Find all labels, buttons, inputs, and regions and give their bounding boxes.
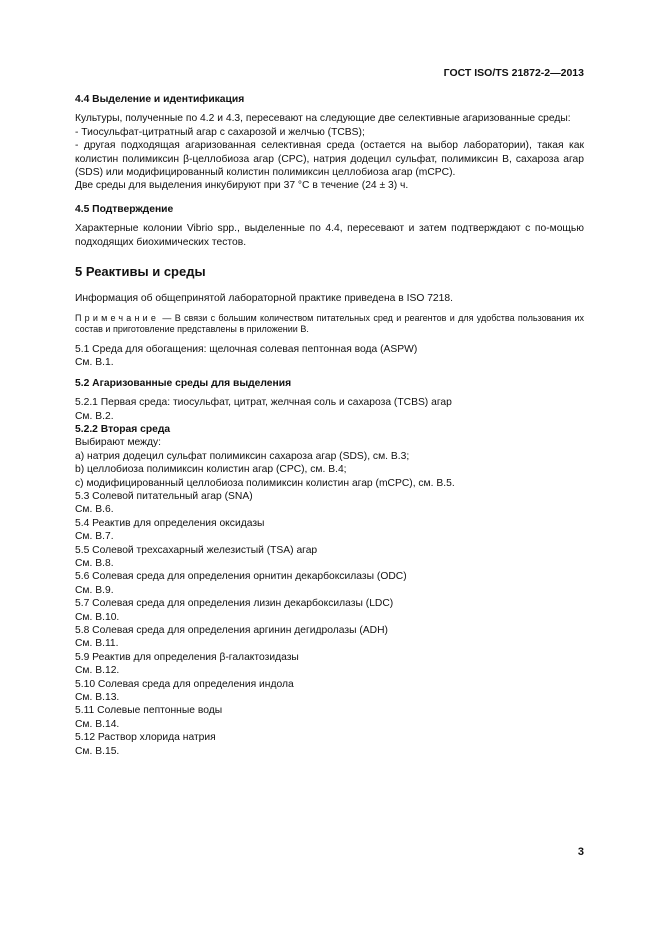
section-5-2-title: 5.2 Агаризованные среды для выделения bbox=[75, 377, 292, 389]
section-4-4-title: 4.4 Выделение и идентификация bbox=[75, 94, 245, 105]
list-item: См. В.8. bbox=[75, 557, 114, 569]
list-item: См. В.15. bbox=[75, 745, 120, 757]
list-item: См. В.6. bbox=[75, 504, 114, 516]
list-item: 5.8 Солевая среда для определения аргинин дегидролазы (ADH) bbox=[75, 625, 388, 636]
list-item: 5.9 Реактив для определения β-галактозидазы bbox=[75, 651, 299, 663]
list-item: 5.12 Раствор хлорида натрия bbox=[75, 732, 216, 744]
list-item: См. В.12. bbox=[75, 665, 120, 677]
section-5-title: 5 Реактивы и среды bbox=[75, 264, 206, 280]
section-4-5-para: Характерные колонии Vibrio spp., выделенные по 4.4, пересевают и затем подтверждают с по-мощью подходящих биохимических тестов. bbox=[75, 223, 584, 248]
list-item: См. В.11. bbox=[75, 638, 119, 650]
list-item: 5.3 Солевой питательный агар (SNA) bbox=[75, 490, 253, 502]
section-5-2-2-intro: Выбирают между: bbox=[75, 437, 162, 449]
section-4-4-item1: - Тиосульфат-цитратный агар с сахарозой и желчью (TCBS); bbox=[75, 126, 365, 138]
list-item: 5.4 Реактив для определения оксидазы bbox=[75, 517, 265, 529]
note-label: Примечание bbox=[75, 312, 160, 323]
list-item: См. В.14. bbox=[75, 718, 120, 730]
section-5-2-1: 5.2.1 Первая среда: тиосульфат, цитрат, желчная соль и сахароза (TCBS) агар bbox=[75, 397, 452, 409]
section-5-1 bbox=[75, 343, 584, 370]
section-4-4-para: Культуры, полученные по 4.2 и 4.3, пересевают на следующие две селективные агаризованные среды: bbox=[75, 113, 571, 125]
section-4-4-item2: - другая подходящая агаризованная селективная среда (остается на выбор лаборатории), такая как колистин полимиксин β-целлобиоза агар (CPC), натрия додецил сульфат, полимиксин В, сахароза агар (SDS) или модифицированный колистин полимиксин целлобиоза агар (mCPC). bbox=[75, 140, 584, 179]
list-item: См. В.13. bbox=[75, 692, 120, 704]
section-5-2-2-a: а) натрия додецил сульфат полимиксин сахароза агар (SDS), см. В.3; bbox=[75, 450, 410, 462]
section-5-1-line1: 5.1 Среда для обогащения: щелочная солевая пептонная вода (ASPW) bbox=[75, 343, 418, 355]
list-item: 5.6 Солевая среда для определения орнитин декарбоксилазы (ODC) bbox=[75, 571, 407, 583]
section-5-2-1-ref: См. В.2. bbox=[75, 410, 114, 422]
list-item: 5.5 Солевой трехсахарный железистый (TSA) агар bbox=[75, 544, 318, 556]
page-number: 3 bbox=[577, 846, 584, 858]
list-item: См. В.9. bbox=[75, 584, 114, 596]
list-item: 5.7 Солевая среда для определения лизин декарбоксилазы (LDC) bbox=[75, 598, 394, 610]
page-content bbox=[75, 93, 584, 758]
document-header: ГОСТ ISO/TS 21872-2—2013 bbox=[443, 67, 584, 79]
note-text: — В связи с большим количеством питательных сред и реагентов и для удобства пользования их состав и приготовление представлены в приложении В. bbox=[75, 312, 584, 335]
section-4-5-title: 4.5 Подтверждение bbox=[75, 203, 174, 215]
section-5-1-line2: См. В.1. bbox=[75, 357, 114, 369]
section-5-2-2-b: b) целлобиоза полимиксин колистин агар (CPC), см. В.4; bbox=[75, 464, 347, 476]
section-5-para: Информация об общепринятой лабораторной практике приведена в ISO 7218. bbox=[75, 293, 453, 305]
list-item: См. В.10. bbox=[75, 611, 120, 623]
list-item: 5.10 Солевая среда для определения индола bbox=[75, 678, 294, 690]
section-4-4-para2: Две среды для выделения инкубируют при 37 °C в течение (24 ± 3) ч. bbox=[75, 180, 409, 192]
list-item: 5.11 Солевые пептонные воды bbox=[75, 705, 223, 717]
section-5-2-2-title: 5.2.2 Вторая среда bbox=[75, 423, 171, 435]
section-5-2-2-c: с) модифицированный целлобиоза полимиксин колистин агар (mCPC), см. В.5. bbox=[75, 477, 455, 489]
section-5-note bbox=[75, 313, 584, 336]
list-item: См. В.7. bbox=[75, 531, 114, 543]
